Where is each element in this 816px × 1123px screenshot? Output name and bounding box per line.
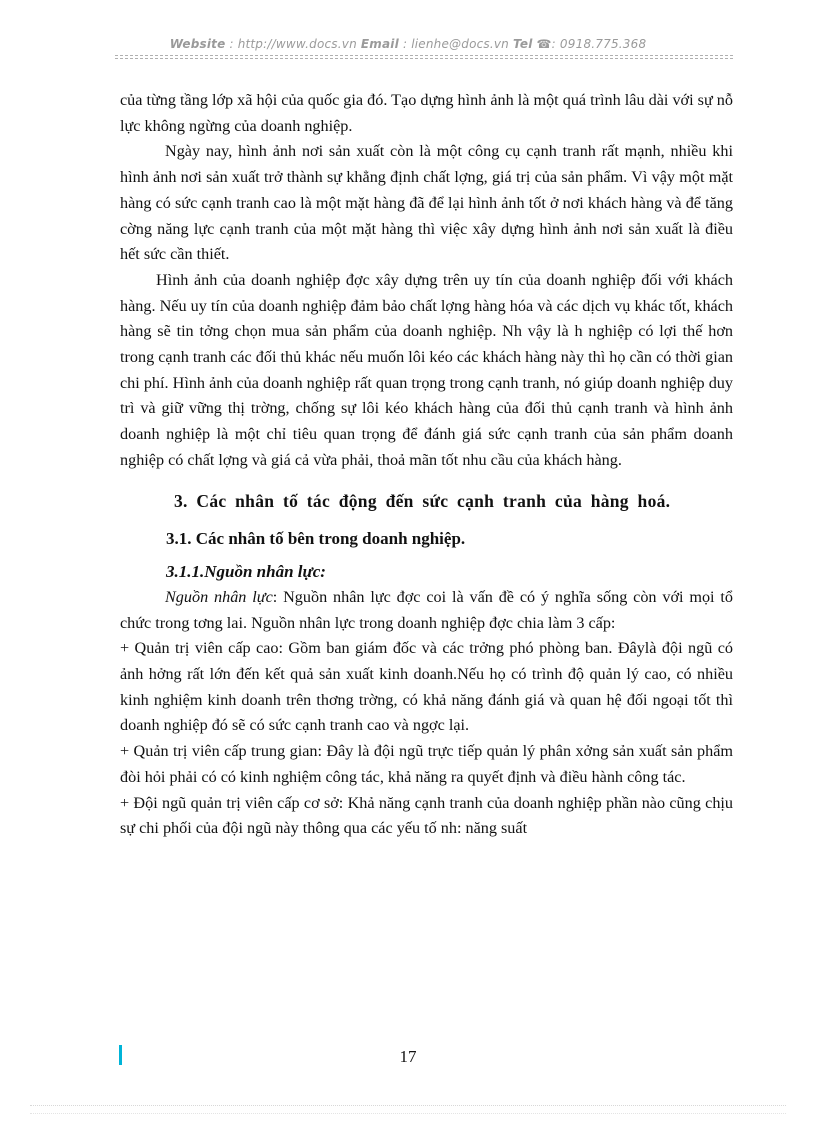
paragraph-7: + Đội ngũ quản trị viên cấp cơ sở: Khả năng cạnh tranh của doanh nghiệp phần nào cũng chịu sự chi phối của đội ngũ này thông qua các yếu tố nh: năng suất: [120, 793, 733, 838]
document-body: [120, 88, 733, 842]
website-label: Website: [169, 37, 226, 51]
header-rule: [115, 55, 733, 56]
section-heading-3: 3. Các nhân tố tác động đến sức cạnh tranh của hàng hoá.: [174, 490, 671, 511]
paragraph-4: [120, 585, 733, 636]
bottom-dotted-rule-2: [30, 1113, 786, 1114]
paragraph-1: của từng tầng lớp xã hội của quốc gia đó. Tạo dựng hình ảnh là một quá trình lâu dài với sự nỗ lực không ngừng của doanh nghiệp.: [120, 91, 733, 135]
paragraph-3: Hình ảnh của doanh nghiệp đợc xây dựng trên uy tín của doanh nghiệp đối với khách hàng. Nếu uy tín của doanh nghiệp đảm bảo chất lợng hàng hóa và các dịch vụ khác tốt, khách hàng sẽ tin tởng chọn mua sản phẩm của doanh nghiệp. Nh vậy là h nghiệp có lợi thế hơn trong cạnh tranh các đối thủ khác nếu muốn lôi kéo các khách hàng này thì họ cần có thời gian chi phí. Hình ảnh của doanh nghiệp rất quan trọng trong cạnh tranh, nó giúp doanh nghiệp duy trì và giữ vững thị trờng, chống sự lôi kéo khách hàng của đối thủ cạnh tranh và hình ảnh doanh nghiệp là một chỉ tiêu quan trọng để đánh giá sức cạnh tranh của sản phẩm doanh nghiệp có chất lợng và giá cả vừa phải, thoả mãn tốt nhu cầu của khách hàng.: [120, 270, 733, 469]
paragraph-4-lead: Nguồn nhân lực: [165, 587, 273, 606]
tel-value: ☎: 0918.775.368: [536, 37, 647, 51]
paragraph-4-text: : Nguồn nhân lực đợc coi là vấn đề có ý nghĩa sống còn với mọi tổ chức trong tơng lai. Nguồn nhân lực trong doanh nghiệp đợc chia làm 3 cấp:: [120, 587, 733, 632]
page-header: [0, 37, 816, 51]
header-rule-2: [115, 58, 733, 59]
section-heading-3-1: 3.1. Các nhân tố bên trong doanh nghiệp.: [166, 528, 466, 548]
paragraph-2: Ngày nay, hình ảnh nơi sản xuất còn là một công cụ cạnh tranh rất mạnh, nhiều khi hình ảnh nơi sản xuất trở thành sự khẳng định chất lợng, giá trị của sản phẩm. Vì vậy một mặt hàng có sức cạnh tranh cao là một mặt hàng đã để lại hình ảnh tốt ở nơi khách hàng và để tăng cờng năng lực cạnh tranh của một mặt hàng thì việc xây dựng hình ảnh nơi sản xuất là điều hết sức cần thiết.: [120, 142, 733, 264]
paragraph-5: + Quản trị viên cấp cao: Gồm ban giám đốc và các trởng phó phòng ban. Đâylà đội ngũ có ảnh hởng rất lớn đến kết quả sản xuất kinh doanh.Nếu họ có trình độ quản lý cao, có nhiều kinh nghiệm kinh doanh trên thơng trờng, có khả năng đánh giá và quan hệ đối ngoại tốt thì doanh nghiệp đó sẽ có sức cạnh tranh cao và ngợc lại.: [120, 639, 733, 735]
bottom-dotted-rule: [30, 1105, 786, 1106]
email-label: Email: [360, 37, 399, 51]
tel-label: Tel: [513, 37, 533, 51]
paragraph-6: + Quản trị viên cấp trung gian: Đây là đội ngũ trực tiếp quản lý phân xởng sản xuất sản phẩm đòi hỏi phải có có kinh nghiệm công tác, khả năng ra quyết định và điều hành công tác.: [120, 742, 733, 786]
section-heading-3-1-1: 3.1.1.Nguồn nhân lực:: [166, 562, 326, 582]
email-value: : lienhe@docs.vn: [402, 37, 509, 51]
website-value: : http://www.docs.vn: [229, 37, 357, 51]
page-number: 17: [399, 1047, 417, 1066]
